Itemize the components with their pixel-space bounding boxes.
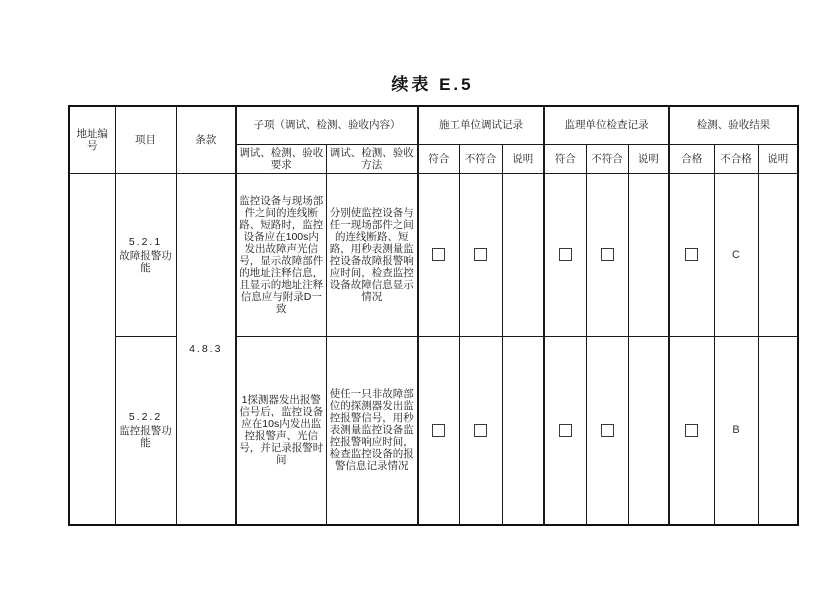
header-supervision-nonconform: 不符合 bbox=[586, 144, 628, 173]
checkbox-supervision-conform[interactable] bbox=[559, 248, 572, 261]
cell-construction-note bbox=[502, 336, 544, 525]
item-number: 5.2.1 bbox=[128, 235, 163, 248]
cell-supervision-conform bbox=[544, 173, 586, 336]
checkbox-construction-nonconform[interactable] bbox=[474, 424, 487, 437]
cell-address-no bbox=[69, 173, 115, 525]
header-construction-conform: 符合 bbox=[418, 144, 459, 173]
header-construction-nonconform: 不符合 bbox=[459, 144, 502, 173]
checkbox-supervision-nonconform[interactable] bbox=[601, 248, 614, 261]
cell-result-note bbox=[758, 173, 798, 336]
header-address-no: 地址编号 bbox=[69, 106, 115, 173]
cell-construction-nonconform bbox=[459, 173, 502, 336]
cell-result-pass bbox=[669, 336, 714, 525]
cell-requirement: 监控设备与现场部件之间的连线断路、短路时，监控设备应在100s内发出故障声光信号，显示故障部件的地址注释信息，且显示的地址注释信息应与附录D一致 bbox=[236, 173, 326, 336]
checkbox-construction-conform[interactable] bbox=[432, 248, 445, 261]
header-result-pass: 合格 bbox=[669, 144, 714, 173]
result-grade: C bbox=[732, 248, 740, 261]
checkbox-result-pass[interactable] bbox=[685, 424, 698, 437]
cell-method: 使任一只非故障部位的探测器发出监控报警信号，用秒表测量监控设备监控报警响应时间，检查监控设备的报警信息记录情况 bbox=[326, 336, 418, 525]
result-grade: B bbox=[732, 424, 740, 437]
cell-result-fail bbox=[714, 336, 758, 525]
cell-supervision-note bbox=[628, 336, 669, 525]
checkbox-supervision-conform[interactable] bbox=[559, 424, 572, 437]
cell-supervision-conform bbox=[544, 336, 586, 525]
cell-clause bbox=[176, 173, 236, 525]
header-group-subitem: 子项（调试、检测、验收内容） bbox=[236, 106, 418, 144]
header-method: 调试、检测、验收方法 bbox=[326, 144, 418, 173]
clause-number: 4.8.3 bbox=[189, 342, 223, 355]
cell-construction-conform bbox=[418, 336, 459, 525]
table-row bbox=[69, 173, 798, 336]
cell-construction-nonconform bbox=[459, 336, 502, 525]
checkbox-construction-conform[interactable] bbox=[432, 424, 445, 437]
acceptance-record-table bbox=[68, 105, 799, 526]
header-construction-note: 说明 bbox=[502, 144, 544, 173]
cell-supervision-nonconform bbox=[586, 173, 628, 336]
header-supervision-note: 说明 bbox=[628, 144, 669, 173]
cell-method: 分别使监控设备与任一现场部件之间的连线断路、短路，用秒表测量监控设备故障报警响应时间，检查监控设备故障信息显示情况 bbox=[326, 173, 418, 336]
header-item: 项目 bbox=[115, 106, 176, 173]
cell-result-fail bbox=[714, 173, 758, 336]
checkbox-result-pass[interactable] bbox=[685, 248, 698, 261]
header-result-fail: 不合格 bbox=[714, 144, 758, 173]
header-requirement: 调试、检测、验收要求 bbox=[236, 144, 326, 173]
cell-supervision-note bbox=[628, 173, 669, 336]
cell-result-pass bbox=[669, 173, 714, 336]
item-name: 故障报警功能 bbox=[119, 249, 172, 274]
header-supervision-conform: 符合 bbox=[544, 144, 586, 173]
checkbox-supervision-nonconform[interactable] bbox=[601, 424, 614, 437]
item-name: 监控报警功能 bbox=[119, 425, 172, 450]
checkbox-construction-nonconform[interactable] bbox=[474, 248, 487, 261]
header-group-supervision-record: 监理单位检查记录 bbox=[544, 106, 669, 144]
header-clause: 条款 bbox=[176, 106, 236, 173]
cell-item bbox=[115, 336, 176, 525]
header-group-result: 检测、验收结果 bbox=[669, 106, 798, 144]
cell-result-note bbox=[758, 336, 798, 525]
table-title: 续表 E.5 bbox=[391, 75, 474, 94]
cell-supervision-nonconform bbox=[586, 336, 628, 525]
cell-construction-conform bbox=[418, 173, 459, 336]
header-result-note: 说明 bbox=[758, 144, 798, 173]
item-number: 5.2.2 bbox=[128, 411, 163, 424]
cell-construction-note bbox=[502, 173, 544, 336]
header-group-construction-record: 施工单位调试记录 bbox=[418, 106, 544, 144]
cell-requirement: 1探测器发出报警信号后，监控设备应在10s内发出监控报警声、光信号，并记录报警时间 bbox=[236, 336, 326, 525]
cell-item bbox=[115, 173, 176, 336]
